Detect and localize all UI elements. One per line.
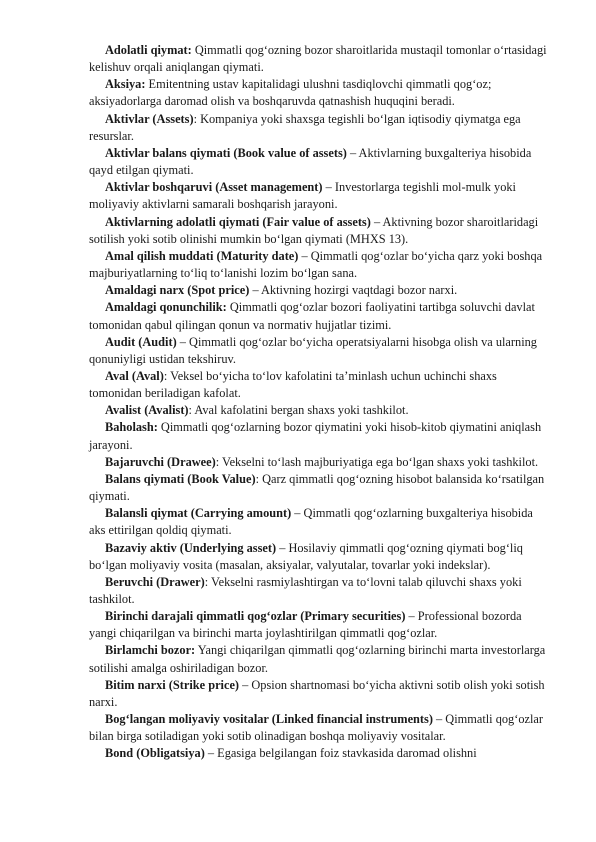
glossary-definition: Emitentning ustav kapitalidagi ulushni tasdiqlovchi qimmatli qog‘oz; aksiyadorlarga daromad olish va boshqaruvda qatnashish huquqini beradi. <box>89 77 492 109</box>
glossary-term: Birlamchi bozor: <box>105 643 196 658</box>
glossary-term: Balans qiymati (Book Value) <box>105 471 256 486</box>
glossary-term: Aktivlar balans qiymati (Book value of assets) <box>105 145 347 160</box>
glossary-entry <box>89 179 547 213</box>
glossary-entry <box>89 505 547 539</box>
glossary-definition: – Egasiga belgilangan foiz stavkasida daromad olishni <box>204 746 477 761</box>
glossary-definition: – Aktivning hozirgi vaqtdagi bozor narxi. <box>249 283 458 298</box>
glossary-definition: – Professional bozorda yangi chiqarilgan va birinchi marta joylashtirilgan qimmatli qog‘ozlar. <box>89 609 522 641</box>
glossary-entry <box>89 42 547 76</box>
glossary-definition: : Aval kafolatini bergan shaxs yoki tashkilot. <box>188 403 409 418</box>
glossary-entry <box>89 711 547 745</box>
glossary-term: Audit (Audit) <box>105 334 177 349</box>
glossary-definition: – Investorlarga tegishli mol-mulk yoki moliyaviy aktivlarni samarali boshqarish jarayoni. <box>89 180 516 212</box>
glossary-definition: : Vekselni to‘lash majburiyatiga ega bo‘lgan shaxs yoki tashkilot. <box>215 454 539 469</box>
glossary-term: Bitim narxi (Strike price) <box>105 677 240 692</box>
glossary-entry <box>89 299 547 333</box>
glossary-page <box>89 42 547 763</box>
glossary-term: Baholash: <box>105 420 158 435</box>
glossary-entry <box>89 145 547 179</box>
glossary-definition: – Hosilaviy qimmatli qog‘ozning qiymati bog‘liq bo‘lgan moliyaviy vosita (masalan, aksiyalar, valyutalar, tovarlar yoki indekslar). <box>89 540 523 572</box>
glossary-term: Bajaruvchi (Drawee) <box>105 454 216 469</box>
glossary-entry <box>89 471 547 505</box>
glossary-entry <box>89 334 547 368</box>
glossary-definition: – Qimmatli qog‘ozlar bilan birga sotiladigan yoki sotib olinadigan boshqa moliyaviy vositalar. <box>89 712 543 744</box>
glossary-entry <box>89 368 547 402</box>
glossary-definition: : Qarz qimmatli qog‘ozning hisobot balansida ko‘rsatilgan qiymati. <box>89 471 545 504</box>
glossary-definition: – Qimmatli qog‘ozlarning buxgalteriya hisobida aks ettirilgan qoldiq qiymati. <box>89 506 533 538</box>
glossary-definition: Qimmatli qog‘ozlarning bozor qiymatini yoki hisob-kitob qiymatini aniqlash jarayoni. <box>89 420 542 452</box>
glossary-definition: – Opsion shartnomasi bo‘yicha aktivni sotib olish yoki sotish narxi. <box>89 677 545 709</box>
glossary-term: Birinchi darajali qimmatli qog‘ozlar (Primary securities) <box>105 609 406 624</box>
glossary-term: Aktivlar (Assets) <box>105 111 194 126</box>
glossary-entry <box>89 248 547 282</box>
glossary-term: Balansli qiymat (Carrying amount) <box>105 506 292 521</box>
glossary-definition: – Qimmatli qog‘ozlar bo‘yicha operatsiyalarni hisobga olish va ularning qonuniyligi ustidan tekshiruv. <box>89 334 537 366</box>
glossary-definition: Qimmatli qog‘ozning bozor sharoitlarida mustaqil tomonlar o‘rtasidagi kelishuv orqali aniqlangan qiymati. <box>89 43 547 75</box>
glossary-definition: : Veksel bo‘yicha to‘lov kafolatini ta’minlash uchun uchinchi shaxs tomonidan beriladigan kafolat. <box>89 368 497 401</box>
glossary-definition: – Qimmatli qog‘ozlar bo‘yicha qarz yoki boshqa majburiyatlarning to‘liq to‘lanishi lozim bo‘lgan sana. <box>89 248 543 281</box>
glossary-term: Amaldagi narx (Spot price) <box>105 283 250 298</box>
glossary-definition: – Aktivning bozor sharoitlaridagi sotilish yoki sotib olinishi mumkin bo‘lgan qiymati (MHXS 13). <box>89 214 539 246</box>
glossary-term: Bond (Obligatsiya) <box>105 746 205 761</box>
glossary-term: Aval (Aval) <box>105 368 164 383</box>
glossary-entry <box>89 574 547 608</box>
glossary-entry <box>89 454 547 471</box>
glossary-entry <box>89 111 547 145</box>
glossary-term: Aksiya: <box>105 77 146 92</box>
glossary-entry <box>89 402 547 419</box>
glossary-entry <box>89 745 547 762</box>
glossary-definition: : Kompaniya yoki shaxsga tegishli bo‘lgan iqtisodiy qiymatga ega resurslar. <box>89 111 521 143</box>
glossary-term: Bog‘langan moliyaviy vositalar (Linked financial instruments) <box>105 712 433 727</box>
glossary-term: Aktivlarning adolatli qiymati (Fair value of assets) <box>105 214 371 229</box>
glossary-definition: Qimmatli qog‘ozlar bozori faoliyatini tartibga soluvchi davlat tomonidan qabul qilingan qonun va normativ hujjatlar tizimi. <box>89 300 535 332</box>
glossary-entry <box>89 214 547 248</box>
glossary-entry <box>89 677 547 711</box>
glossary-entry <box>89 540 547 574</box>
glossary-term: Amal qilish muddati (Maturity date) <box>105 248 299 263</box>
glossary-term: Aktivlar boshqaruvi (Asset management) <box>105 180 323 195</box>
glossary-definition: : Vekselni rasmiylashtirgan va to‘lovni talab qiluvchi shaxs yoki tashkilot. <box>89 574 522 606</box>
glossary-entry <box>89 282 547 299</box>
glossary-term: Amaldagi qonunchilik: <box>105 300 227 315</box>
glossary-definition: – Aktivlarning buxgalteriya hisobida qayd etilgan qiymati. <box>89 145 532 178</box>
glossary-definition: Yangi chiqarilgan qimmatli qog‘ozlarning birinchi marta investorlarga sotilishi amalga oshiriladigan bozor. <box>89 643 546 675</box>
glossary-term: Avalist (Avalist) <box>105 403 189 418</box>
glossary-entry <box>89 608 547 642</box>
glossary-entry <box>89 76 547 110</box>
glossary-entry <box>89 419 547 453</box>
glossary-entry <box>89 642 547 676</box>
glossary-term: Adolatli qiymat: <box>105 43 192 57</box>
glossary-term: Beruvchi (Drawer) <box>105 574 205 589</box>
glossary-term: Bazaviy aktiv (Underlying asset) <box>105 540 277 555</box>
